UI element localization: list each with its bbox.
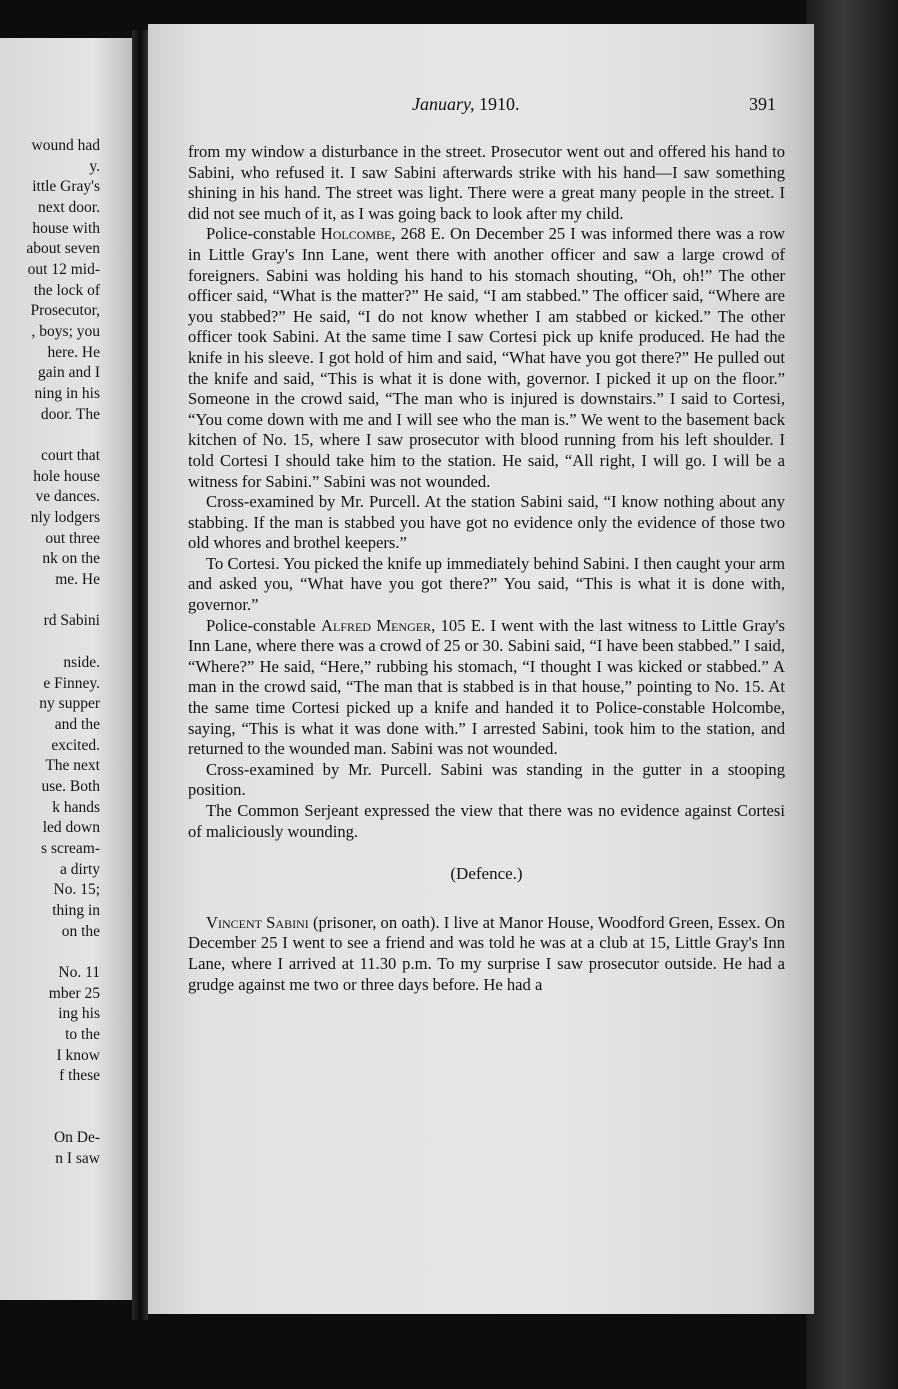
paragraph-7: The Common Serjeant expressed the view that there was no evidence against Cortesi of maliciously wounding.: [188, 801, 785, 841]
left-page-line: nside.: [63, 654, 100, 671]
left-page-line: ny supper: [39, 695, 100, 712]
header-year: 1910.: [479, 94, 520, 114]
left-page-line: house with: [32, 220, 100, 237]
left-page-line: door. The: [40, 406, 100, 423]
right-page: [148, 24, 814, 1314]
left-page-line: out three: [45, 530, 100, 547]
witness-name-menger: Alfred Menger,: [321, 615, 436, 635]
left-page-line: the lock of: [33, 282, 100, 299]
left-page-line: thing in: [52, 902, 100, 919]
left-page-line: rd Sabini: [43, 612, 100, 629]
paragraph-8-text: (prisoner, on oath). I live at Manor House, Woodford Green, Essex. On December 25 I went to see a friend and was told he was at a club at 15, Little Gray's Inn Lane, where I arrived at 11.30 p.m. To my surprise I saw prosecutor outside. He had a grudge against me two or three days before. He had a: [188, 912, 785, 994]
left-page-line: hole house: [33, 468, 100, 485]
left-page-line: next door.: [38, 199, 100, 216]
left-page-line: me. He: [55, 571, 100, 588]
left-page-line: s scream-: [41, 840, 100, 857]
left-page-line: y.: [89, 158, 100, 175]
left-page-line: The next: [45, 757, 100, 774]
witness-name-holcombe: Holcombe,: [320, 224, 396, 244]
paragraph-2-prefix: Police-constable: [206, 224, 316, 244]
left-page-line: excited.: [51, 737, 100, 754]
left-page-line: ittle Gray's: [32, 178, 100, 195]
left-page-line: nly lodgers: [30, 509, 100, 526]
left-page-line: e Finney.: [43, 675, 100, 692]
left-page-line: on the: [61, 923, 100, 940]
paragraph-5-prefix: Police-constable: [206, 615, 316, 635]
left-page-line: court that: [41, 447, 100, 464]
left-page-line: led down: [42, 819, 100, 836]
left-page-line: a dirty: [59, 861, 100, 878]
defendant-name: Vincent Sabini: [206, 912, 309, 932]
paragraph-6: Cross-examined by Mr. Purcell. Sabini was standing in the gutter in a stooping position.: [188, 759, 785, 800]
running-header: [148, 94, 788, 120]
paragraph-2: [188, 224, 785, 492]
paragraph-2-text: 268 E. On December 25 I was informed there was a row in Little Gray's Inn Lane, went there with another officer and saw a large crowd of foreigners. Sabini was holding his hand to his stomach shouting, “Oh, oh!” The other officer said, “What is the matter?” He said, “I am stabbed.” The officer said, “Where are you stabbed?” He said, “I do not know whether I am stabbed or kicked.” The other officer took Sabini. At the same time I saw Cortesi pick up knife produced. He had the knife in his sleeve. I got hold of him and said, “What have you got there?” He pulled out the knife and said, “This is what it is done with, governor. I picked it up on the floor.” Someone in the crowd said, “The man who is injured is downstairs.” I said to Cortesi, “You come down with me and I will see who the man is.” We went to the basement back kitchen of No. 15, where I saw prosecutor with blood running from his left shoulder. I told Cortesi I should take him to the station. He said, “All right, I will go. I will be a witness for Sabini.” Sabini was not wounded.: [188, 224, 785, 491]
left-page-line: to the: [65, 1026, 100, 1043]
page-number: 391: [749, 94, 776, 114]
paragraph-1: from my window a disturbance in the street. Prosecutor went out and offered his hand to Sabini, who refused it. I saw Sabini afterwards strike with his hand—I saw something shining in his hand. The street was light. There were a great many people in the street. I did not see much of it, as I was going back to look after my child.: [188, 142, 785, 223]
left-page-line: ing his: [58, 1005, 100, 1022]
left-page-line: ve dances.: [35, 488, 100, 505]
left-page-line: use. Both: [41, 778, 100, 795]
left-page-line: On De-: [53, 1129, 100, 1146]
left-page-line: No. 15;: [53, 881, 100, 898]
left-page-line: gain and I: [38, 364, 100, 381]
left-page-line: and the: [54, 716, 100, 733]
header-date: [412, 94, 520, 115]
left-page-line: No. 11: [58, 964, 100, 981]
book-gutter: [132, 30, 148, 1320]
paragraph-4: To Cortesi. You picked the knife up immediately behind Sabini. I then caught your arm and asked you, “What have you got there?” You said, “This is what it is done with, governor.”: [188, 553, 785, 615]
left-page-line: nk on the: [42, 550, 100, 567]
body-text: [188, 142, 785, 995]
section-heading: (Defence.): [450, 864, 523, 884]
left-page-line: wound had: [31, 137, 100, 154]
left-page-fragment: [0, 38, 132, 1300]
paragraph-5-text: 105 E. I went with the last witness to Little Gray's Inn Lane, where there was a crowd of 25 or 30. Sabini said, “I have been stabbed.” I said, “Where?” He said, “Here,” rubbing his stomach, “I thought I was kicked or stabbed.” A man in the crowd said, “The man that is stabbed is in that house,” pointing to No. 15. At the same time Cortesi picked up a knife and handed it to Police-constable Holcombe, saying, “This is what it was done with.” I arrested Sabini, took him to the station, and returned to the wounded man. Sabini was not wounded.: [188, 615, 785, 759]
left-page-line: , boys; you: [31, 323, 100, 340]
left-page-line: f these: [59, 1067, 100, 1084]
left-page-line: here. He: [47, 344, 100, 361]
left-page-line: out 12 mid-: [27, 261, 100, 278]
paragraph-8: [188, 913, 785, 995]
left-page-line: k hands: [52, 799, 100, 816]
left-page-line: Prosecutor,: [30, 302, 100, 319]
paragraph-5: [188, 616, 785, 760]
left-page-line: ning in his: [34, 385, 100, 402]
left-page-line: I know: [56, 1047, 100, 1064]
left-page-line: mber 25: [48, 985, 100, 1002]
left-page-line: about seven: [26, 240, 100, 257]
scanner-frame-edge: [806, 0, 898, 1389]
header-month: January,: [412, 94, 475, 114]
paragraph-3: Cross-examined by Mr. Purcell. At the station Sabini said, “I know nothing about any stabbing. If the man is stabbed you have got no evidence only the evidence of those two old whores and brothel keepers.”: [188, 492, 785, 553]
left-page-line: n I saw: [55, 1150, 100, 1167]
